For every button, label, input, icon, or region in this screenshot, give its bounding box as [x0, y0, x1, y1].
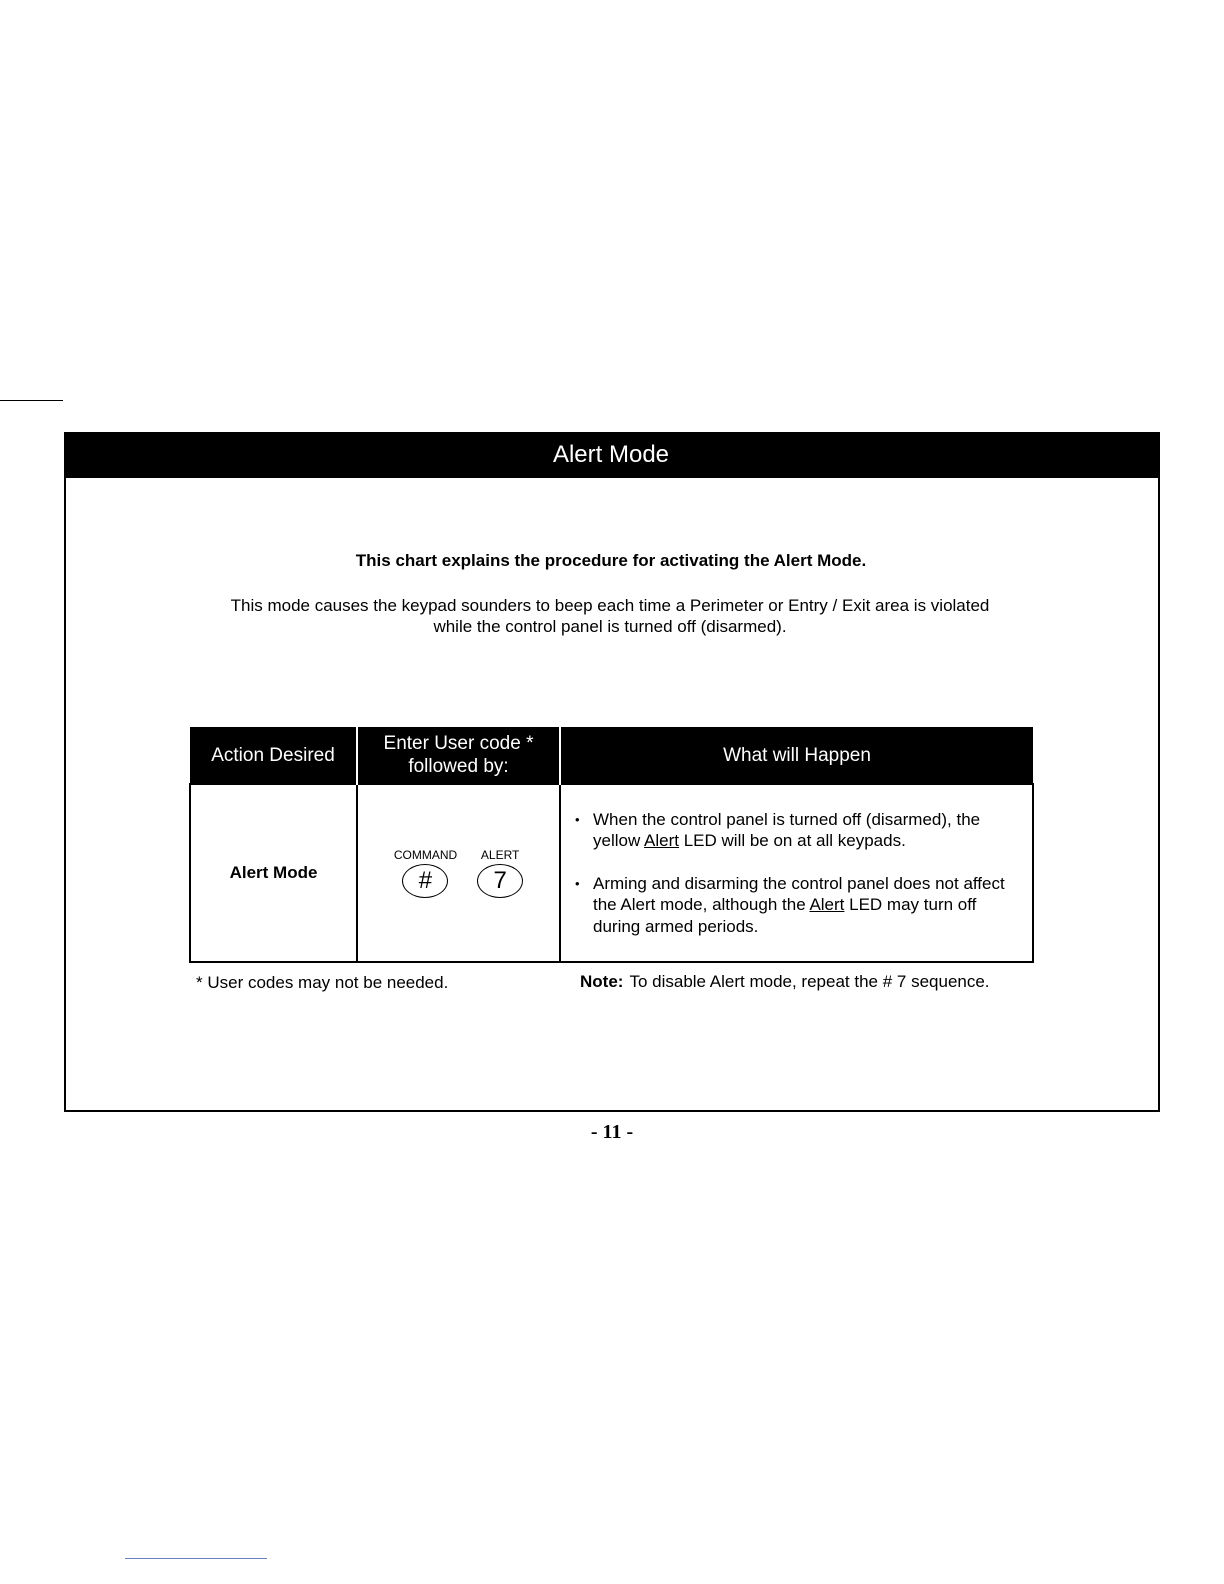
- command-key: [394, 848, 457, 898]
- page-number: - 11 -: [590, 1121, 634, 1143]
- intro-heading: This chart explains the procedure for activating the Alert Mode.: [355, 551, 867, 570]
- bullet-2-alert: Alert: [809, 895, 845, 915]
- happen-bullet-2: [575, 873, 1022, 938]
- key-sequence: [359, 848, 558, 898]
- seven-key-icon: 7: [477, 864, 523, 898]
- keys-cell: [357, 784, 560, 962]
- bottom-rule: [125, 1558, 267, 1559]
- hash-key-icon: #: [402, 864, 448, 898]
- note-text: To disable Alert mode, repeat the # 7 sequence.: [629, 972, 990, 991]
- command-key-label: COMMAND: [393, 848, 458, 862]
- margin-rule: [0, 400, 63, 401]
- table-row: [190, 784, 1033, 962]
- bullet-2-text-end: LED may turn off during armed periods.: [593, 895, 977, 936]
- happen-cell: [560, 784, 1033, 962]
- header-code-line2: followed by:: [408, 756, 509, 777]
- bullet-1-alert: Alert: [644, 831, 679, 851]
- bullet-2-text: Arming and disarming the control panel does not affect the Alert mode, although the: [593, 873, 1005, 915]
- alert-mode-table: [189, 727, 1034, 963]
- alert-key-label: ALERT: [480, 848, 520, 862]
- bullet-1-text: When the control panel is turned off (disarmed), the yellow: [593, 809, 981, 851]
- header-code-line1: Enter User code *: [383, 733, 534, 754]
- action-cell: Alert Mode: [190, 784, 357, 962]
- bullet-1-text-end: LED will be on at all keypads.: [679, 831, 906, 851]
- note-label: Note:: [580, 972, 624, 991]
- happen-bullet-1: [575, 809, 1022, 852]
- footnote: * User codes may not be needed.: [196, 973, 449, 992]
- header-action: Action Desired: [190, 727, 357, 784]
- header-code: [357, 727, 560, 784]
- note: [580, 972, 990, 992]
- alert-key: [477, 848, 523, 898]
- header-happen: What will Happen: [560, 727, 1033, 784]
- intro-description: This mode causes the keypad sounders to beep each time a Perimeter or Entry / Exit area is violated while the control panel is turned off (disarmed).: [230, 596, 990, 636]
- page-title: Alert Mode: [64, 432, 1158, 478]
